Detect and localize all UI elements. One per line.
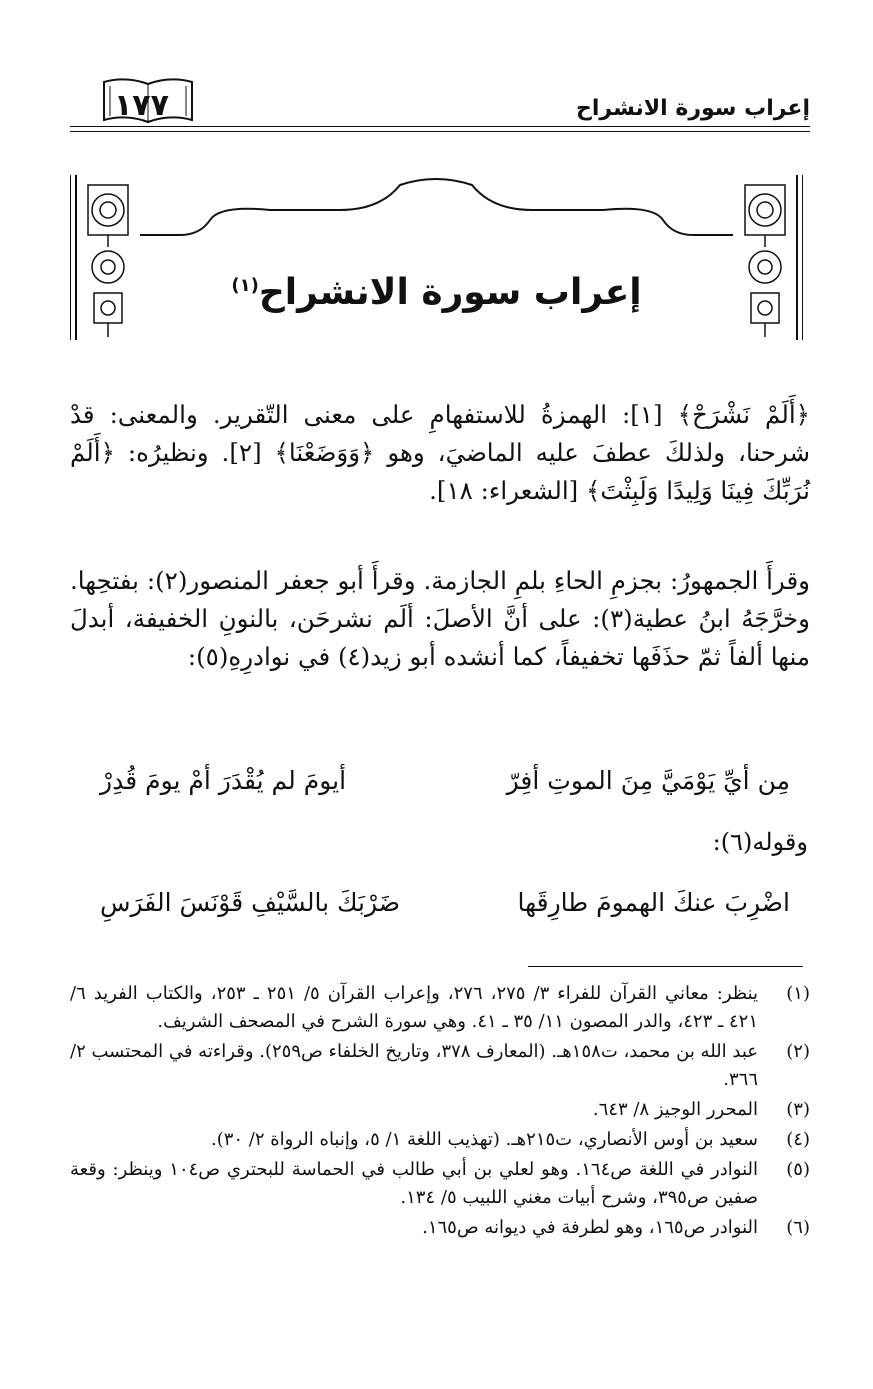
footnote-number: (٣) — [786, 1099, 810, 1120]
footnote-text: النوادر في اللغة ص١٦٤. وهو لعلي بن أبي طالب في الحماسة للبحتري ص١٠٤ وينظر: وقعة صفين ص٣٩٥، وشرح أبيات مغني اللبيب ٥/ ١٣٤. — [70, 1159, 758, 1208]
page-header — [70, 68, 810, 130]
verse-1 — [80, 766, 800, 806]
verse-2 — [80, 888, 800, 928]
footnote-number: (١) — [786, 983, 810, 1004]
footnote — [70, 1096, 810, 1124]
footnote-number: (٦) — [786, 1217, 810, 1238]
verse-1-second-half: أيومَ لم يُقْدَرَ أمْ يومَ قُدِرْ — [100, 766, 347, 795]
verse-2-intro: وقوله(٦): — [712, 828, 808, 856]
verse-2-first-half: اضْرِبَ عنكَ الهمومَ طارِقَها — [517, 888, 790, 917]
surah-title-text: إعراب سورة الانشراح — [258, 272, 642, 313]
footnote-number: (٢) — [786, 1041, 810, 1062]
paragraph-2: وقرأَ الجمهورُ: بجزمِ الحاءِ بلمِ الجازمة. وقرأَ أبو جعفر المنصور(٢): بفتحِها. وخرَّجَهُ ابنُ عطية(٣): على أنَّ الأصلَ: ألَم نشرحَن، بالنونِ الخفيفة، أبدلَ منها ألفاً ثمّ حذَفَها تخفيفاً، كما أنشده أبو زيد(٤) في نوادرِهِ(٥): — [70, 566, 810, 671]
footnote-text: ينظر: معاني القرآن للفراء ٣/ ٢٧٥، ٢٧٦، وإعراب القرآن ٥/ ٢٥١ ـ ٢٥٣، والكتاب الفريد ٦/ ٤٢١ ـ ٤٢٣، والدر المصون ١١/ ٣٥ ـ ٤١. وهي سورة الشرح في المصحف الشريف. — [70, 983, 759, 1032]
footnote-separator — [528, 966, 803, 967]
verse-2-second-half: ضَرْبَكَ بالسَّيْفِ قَوْنَسَ الفَرَسِ — [100, 888, 401, 917]
footnote-text: المحرر الوجيز ٨/ ٦٤٣. — [592, 1099, 758, 1120]
footnote — [70, 1126, 810, 1154]
verse-1-first-half: مِن أيِّ يَوْمَيَّ مِنَ الموتِ أفِرّ — [506, 766, 790, 795]
footnote-number: (٥) — [786, 1159, 810, 1180]
footnote — [70, 1038, 810, 1094]
surah-title-note-ref: (١) — [231, 275, 259, 296]
footnote-number: (٤) — [786, 1129, 810, 1150]
running-title: إعراب سورة الانشراح — [576, 96, 810, 121]
footnote — [70, 1156, 810, 1212]
footnote — [70, 1214, 810, 1242]
footnote-text: النوادر ص١٦٥، وهو لطرفة في ديوانه ص١٦٥. — [422, 1217, 758, 1238]
left-ornament-icon — [88, 185, 128, 337]
page-number: ١٧٧ — [114, 88, 169, 123]
paragraph-1: ﴿أَلَمْ نَشْرَحْ﴾ [١]: الهمزةُ للاستفهامِ على معنى التّقرير. والمعنى: قدْ شرحنا، ولذلكَ عطفَ عليه الماضيَ، وهو ﴿وَوَضَعْنَا﴾ [٢]. ونظيرُه: ﴿أَلَمْ نُرَبِّكَ فِينَا وَلِيدًا وَلَبِثْتَ﴾ [الشعراء: ١٨]. — [70, 400, 810, 505]
footnotes — [70, 980, 810, 1244]
footnote-text: عبد الله بن محمد، ت١٥٨هـ. (المعارف ٣٧٨، وتاريخ الخلفاء ص٢٥٩). وقراءته في المحتسب ٢/ ٣٦٦. — [69, 1041, 758, 1090]
footnote — [70, 980, 810, 1036]
header-rule — [70, 126, 810, 132]
right-ornament-icon — [745, 185, 785, 337]
footnote-text: سعيد بن أوس الأنصاري، ت٢١٥هـ. (تهذيب اللغة ١/ ٥، وإنباه الرواة ٢/ ٣٠). — [210, 1129, 758, 1150]
title-ornament-frame — [70, 175, 803, 350]
surah-title — [150, 272, 723, 313]
